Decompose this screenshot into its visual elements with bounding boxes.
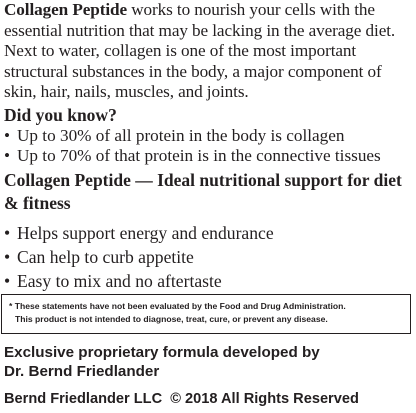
- list-item-text: Easy to mix and no aftertaste: [17, 271, 222, 291]
- list-item-text: Can help to curb appetite: [17, 247, 194, 267]
- benefits-list: [4, 221, 414, 293]
- intro-text: works to nourish your cells with the essential nutrition that may be lacking in the average diet. Next to water, collagen is one of the most important structural substances in the body, a major component of skin, hair, nails, muscles, and joints.: [4, 0, 396, 101]
- list-item-text: Helps support energy and endurance: [17, 223, 274, 243]
- list-item: [4, 126, 414, 146]
- did-you-know-section: [4, 105, 414, 166]
- copyright-footer: Bernd Friedlander LLC © 2018 All Rights Reserved: [4, 391, 359, 407]
- disclaimer-line-1: * These statements have not been evaluated by the Food and Drug Administration.: [9, 301, 346, 311]
- disclaimer-line-2: This product is not intended to diagnose, treat, cure, or prevent any disease.: [15, 314, 328, 324]
- did-you-know-heading: Did you know?: [4, 105, 117, 125]
- intro-paragraph: [4, 0, 414, 103]
- list-item-text: Up to 30% of all protein in the body is collagen: [17, 126, 345, 145]
- support-heading: Collagen Peptide — Ideal nutritional support for diet & fitness: [4, 170, 402, 213]
- exclusive-formula-text: Exclusive proprietary formula developed by Dr. Bernd Friedlander: [4, 344, 320, 380]
- list-item: [4, 269, 414, 293]
- list-item: [4, 221, 414, 245]
- bullet-icon: •: [4, 146, 11, 165]
- bullet-icon: •: [4, 223, 11, 243]
- bullet-icon: •: [4, 247, 11, 267]
- list-item-text: Up to 70% of that protein is in the connective tissues: [17, 146, 381, 165]
- brand-name: Collagen Peptide: [4, 0, 128, 19]
- bullet-icon: •: [4, 126, 11, 145]
- list-item: [4, 146, 414, 166]
- list-item: [4, 245, 414, 269]
- did-you-know-list: [4, 126, 414, 166]
- support-section: [4, 169, 414, 293]
- bullet-icon: •: [4, 271, 11, 291]
- fda-disclaimer-box: [1, 294, 411, 334]
